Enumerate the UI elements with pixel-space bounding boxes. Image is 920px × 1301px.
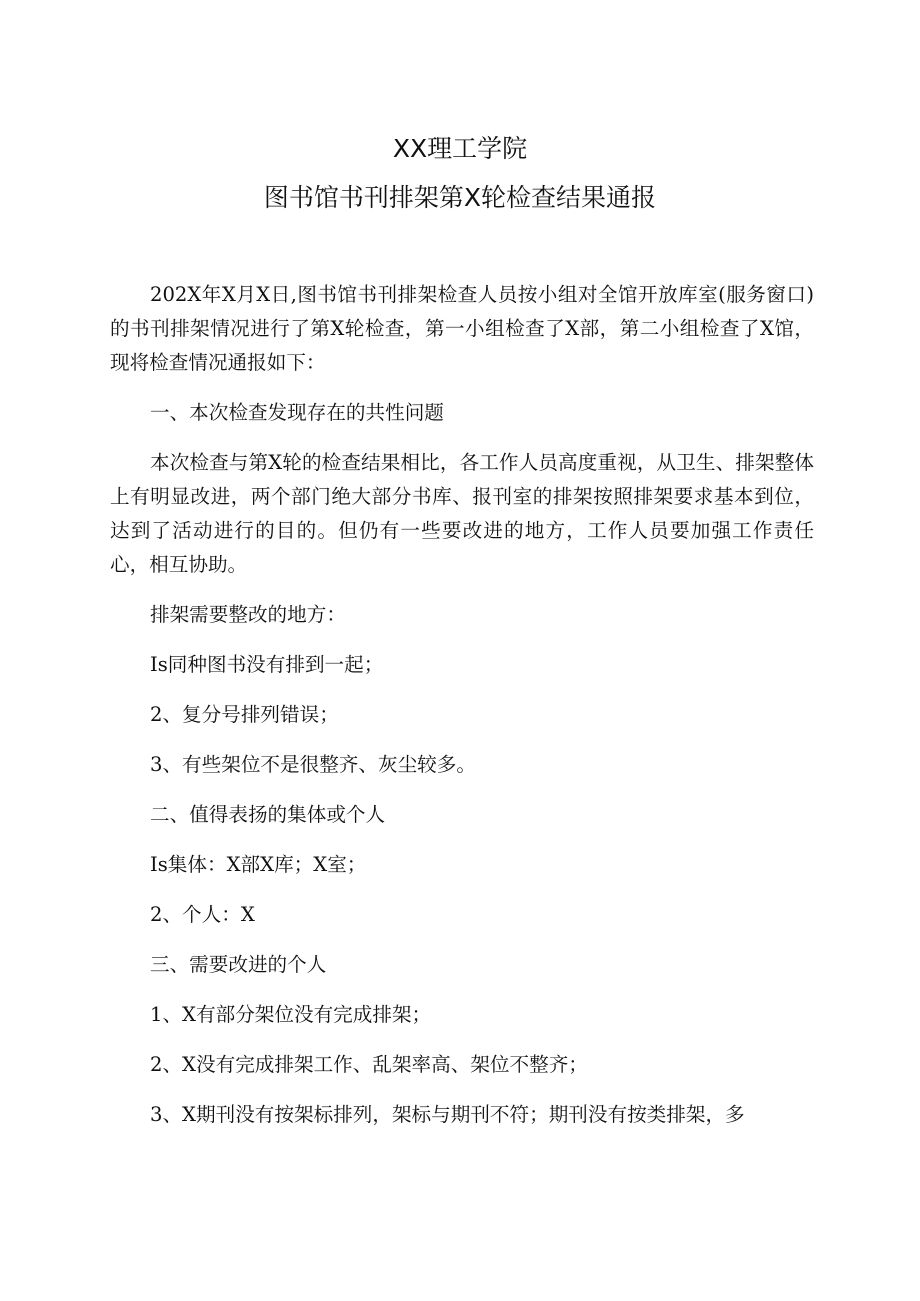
document-title-institution: XX理工学院 (392, 134, 528, 163)
rectification-heading: 排架需要整改的地方： (150, 603, 346, 626)
list-item: Is集体：X部X库；X室； (150, 853, 367, 876)
list-item: 2、个人：X (150, 903, 255, 926)
section-1-paragraph: 本次检查与第X轮的检查结果相比，各工作人员高度重视，从卫生、排架整体上有明显改进，两个部门绝大部分书库、报刊室的排架按照排架要求基本到位，达到了活动进行的目的。但仍有一些要改进的地方，工作人员要加强工作责任心，相互协助。 (110, 451, 814, 576)
list-item: 1、X有部分架位没有完成排架； (150, 1003, 432, 1026)
section-heading-1: 一、本次检查发现存在的共性问题 (150, 401, 444, 424)
list-item: 2、X没有完成排架工作、乱架率高、架位不整齐； (150, 1053, 588, 1076)
document-body (110, 278, 814, 1132)
list-item: 2、复分号排列错误； (150, 703, 339, 726)
section-heading-2: 二、值得表扬的集体或个人 (150, 803, 386, 826)
list-item: Is同种图书没有排到一起； (150, 653, 384, 676)
intro-paragraph: 202X年X月X日,图书馆书刊排架检查人员按小组对全馆开放库室(服务窗口)的书刊排架情况进行了第X轮检查，第一小组检查了X部，第二小组检查了X馆，现将检查情况通报如下： (110, 283, 814, 374)
list-item: 3、X期刊没有按架标排列，架标与期刊不符；期刊没有按类排架，多 (150, 1103, 745, 1126)
document-title-report: 图书馆书刊排架第X轮检查结果通报 (263, 183, 657, 212)
section-heading-3: 三、需要改进的个人 (150, 953, 327, 976)
list-item: 3、有些架位不是很整齐、灰尘较多。 (150, 753, 476, 776)
